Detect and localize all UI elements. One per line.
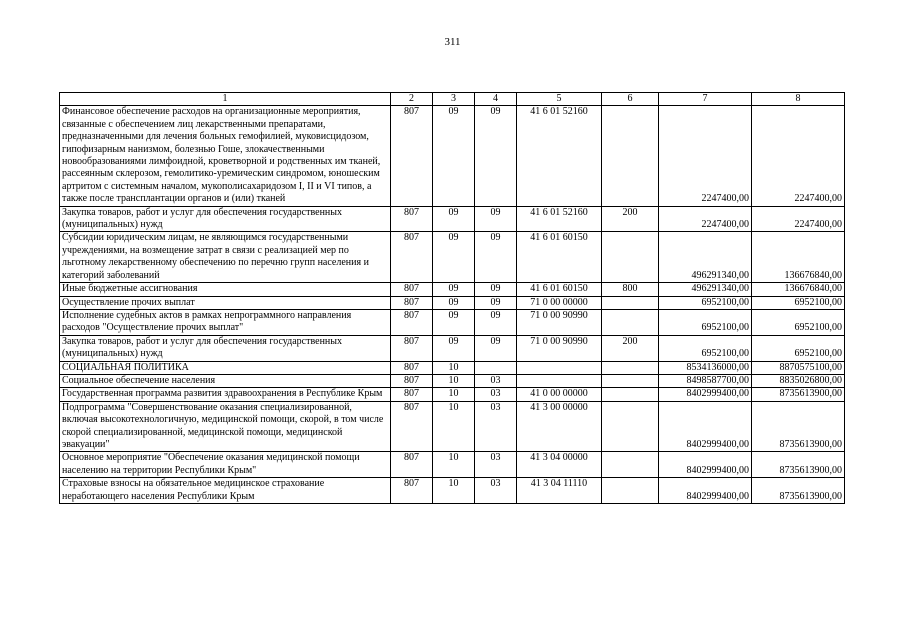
amount-year-1: 8534136000,00: [659, 361, 752, 374]
target-article-code: 71 0 00 00000: [517, 296, 602, 309]
amount-year-1: 6952100,00: [659, 296, 752, 309]
target-article-code: 41 6 01 60150: [517, 232, 602, 283]
amount-year-2: 2247400,00: [752, 106, 845, 206]
amount-year-2: 6952100,00: [752, 335, 845, 361]
section-code: 09: [433, 283, 475, 296]
amount-year-1: 8402999400,00: [659, 401, 752, 452]
amount-year-2: 8835026800,00: [752, 374, 845, 387]
expense-type-code: [602, 361, 659, 374]
subsection-code: [475, 361, 517, 374]
amount-year-1: 8402999400,00: [659, 452, 752, 478]
column-header: 3: [433, 93, 475, 106]
section-code: 10: [433, 374, 475, 387]
admin-code: 807: [391, 106, 433, 206]
row-description: Закупка товаров, работ и услуг для обеспечения государственных (муниципальных) нужд: [60, 206, 391, 232]
table-row: [60, 309, 845, 335]
row-description: Финансовое обеспечение расходов на организационные мероприятия, связанные с обеспечением лиц лекарственными препаратами, предназначенными для лечения больных гемофилией, муковисцидозом, гипофизарным нанизмом, болезнью Гоше, злокачественными новообразованиями лимфоидной, кроветворной и родственных им тканей, рассеянным склерозом, гемолитико-уремическим синдромом, юношеским артритом с системным началом, мукополисахаридозом I, II и VI типов, а также после трансплантации органов и (или) тканей: [60, 106, 391, 206]
table-row: [60, 232, 845, 283]
subsection-code: 09: [475, 206, 517, 232]
section-code: 10: [433, 452, 475, 478]
page-number: 311: [444, 36, 461, 48]
row-description: Государственная программа развития здравоохранения в Республике Крым: [60, 388, 391, 401]
section-code: 10: [433, 388, 475, 401]
section-code: 09: [433, 232, 475, 283]
admin-code: 807: [391, 335, 433, 361]
subsection-code: 03: [475, 374, 517, 387]
target-article-code: 41 3 04 11110: [517, 478, 602, 504]
expense-type-code: [602, 106, 659, 206]
target-article-code: 71 0 00 90990: [517, 309, 602, 335]
table-row: [60, 361, 845, 374]
subsection-code: 03: [475, 478, 517, 504]
target-article-code: 41 3 00 00000: [517, 401, 602, 452]
amount-year-1: 8402999400,00: [659, 478, 752, 504]
admin-code: 807: [391, 478, 433, 504]
section-code: 09: [433, 296, 475, 309]
expense-type-code: 800: [602, 283, 659, 296]
expense-type-code: [602, 452, 659, 478]
amount-year-1: 8498587700,00: [659, 374, 752, 387]
row-description: Социальное обеспечение населения: [60, 374, 391, 387]
admin-code: 807: [391, 296, 433, 309]
amount-year-2: 8735613900,00: [752, 478, 845, 504]
row-description: Основное мероприятие "Обеспечение оказания медицинской помощи населению на территории Республики Крым": [60, 452, 391, 478]
subsection-code: 03: [475, 401, 517, 452]
header-row: [60, 93, 845, 106]
section-code: 09: [433, 206, 475, 232]
section-code: 09: [433, 106, 475, 206]
table-row: [60, 206, 845, 232]
amount-year-1: 6952100,00: [659, 309, 752, 335]
row-description: Исполнение судебных актов в рамках непрограммного направления расходов "Осуществление прочих выплат": [60, 309, 391, 335]
table-row: [60, 335, 845, 361]
section-code: 09: [433, 335, 475, 361]
subsection-code: 09: [475, 335, 517, 361]
admin-code: 807: [391, 374, 433, 387]
section-code: 10: [433, 361, 475, 374]
table-row: [60, 296, 845, 309]
subsection-code: 03: [475, 388, 517, 401]
section-code: 10: [433, 401, 475, 452]
expense-type-code: [602, 388, 659, 401]
row-description: Страховые взносы на обязательное медицинское страхование неработающего населения Республики Крым: [60, 478, 391, 504]
table-row: [60, 283, 845, 296]
target-article-code: 41 6 01 60150: [517, 283, 602, 296]
target-article-code: 71 0 00 90990: [517, 335, 602, 361]
amount-year-2: 6952100,00: [752, 296, 845, 309]
column-header: 4: [475, 93, 517, 106]
section-code: 10: [433, 478, 475, 504]
amount-year-1: 496291340,00: [659, 232, 752, 283]
subsection-code: 09: [475, 283, 517, 296]
target-article-code: 41 3 04 00000: [517, 452, 602, 478]
expense-type-code: [602, 309, 659, 335]
expense-type-code: [602, 374, 659, 387]
expense-type-code: [602, 296, 659, 309]
table-row: [60, 374, 845, 387]
row-description: Осуществление прочих выплат: [60, 296, 391, 309]
amount-year-1: 2247400,00: [659, 106, 752, 206]
section-code: 09: [433, 309, 475, 335]
column-header: 6: [602, 93, 659, 106]
subsection-code: 03: [475, 452, 517, 478]
table-row: [60, 106, 845, 206]
target-article-code: 41 0 00 00000: [517, 388, 602, 401]
column-header: 8: [752, 93, 845, 106]
column-header: 5: [517, 93, 602, 106]
amount-year-2: 136676840,00: [752, 283, 845, 296]
row-description: Подпрограмма "Совершенствование оказания специализированной, включая высокотехнологичную, медицинской помощи, скорой, в том числе скорой специализированной, медицинской помощи, медицинской эвакуации": [60, 401, 391, 452]
admin-code: 807: [391, 401, 433, 452]
table-row: [60, 452, 845, 478]
row-description: СОЦИАЛЬНАЯ ПОЛИТИКА: [60, 361, 391, 374]
admin-code: 807: [391, 283, 433, 296]
amount-year-2: 2247400,00: [752, 206, 845, 232]
target-article-code: 41 6 01 52160: [517, 206, 602, 232]
admin-code: 807: [391, 232, 433, 283]
expense-type-code: [602, 478, 659, 504]
row-description: Субсидии юридическим лицам, не являющимся государственными учреждениями, на возмещение затрат в связи с реализацией мер по льготному лекарственному обеспечению по перечню групп населения и категорий заболеваний: [60, 232, 391, 283]
subsection-code: 09: [475, 106, 517, 206]
admin-code: 807: [391, 452, 433, 478]
amount-year-2: 136676840,00: [752, 232, 845, 283]
row-description: Иные бюджетные ассигнования: [60, 283, 391, 296]
amount-year-2: 8870575100,00: [752, 361, 845, 374]
expense-type-code: [602, 232, 659, 283]
expense-type-code: 200: [602, 206, 659, 232]
expense-type-code: [602, 401, 659, 452]
amount-year-1: 6952100,00: [659, 335, 752, 361]
table-row: [60, 388, 845, 401]
target-article-code: [517, 374, 602, 387]
subsection-code: 09: [475, 309, 517, 335]
expense-type-code: 200: [602, 335, 659, 361]
admin-code: 807: [391, 309, 433, 335]
table-row: [60, 401, 845, 452]
budget-table: [59, 92, 845, 504]
amount-year-2: 6952100,00: [752, 309, 845, 335]
admin-code: 807: [391, 361, 433, 374]
row-description: Закупка товаров, работ и услуг для обеспечения государственных (муниципальных) нужд: [60, 335, 391, 361]
amount-year-1: 8402999400,00: [659, 388, 752, 401]
admin-code: 807: [391, 206, 433, 232]
amount-year-2: 8735613900,00: [752, 452, 845, 478]
amount-year-2: 8735613900,00: [752, 401, 845, 452]
subsection-code: 09: [475, 296, 517, 309]
target-article-code: [517, 361, 602, 374]
amount-year-2: 8735613900,00: [752, 388, 845, 401]
table-body: [60, 93, 845, 504]
amount-year-1: 2247400,00: [659, 206, 752, 232]
table-row: [60, 478, 845, 504]
target-article-code: 41 6 01 52160: [517, 106, 602, 206]
admin-code: 807: [391, 388, 433, 401]
amount-year-1: 496291340,00: [659, 283, 752, 296]
column-header: 2: [391, 93, 433, 106]
column-header: 1: [60, 93, 391, 106]
subsection-code: 09: [475, 232, 517, 283]
column-header: 7: [659, 93, 752, 106]
